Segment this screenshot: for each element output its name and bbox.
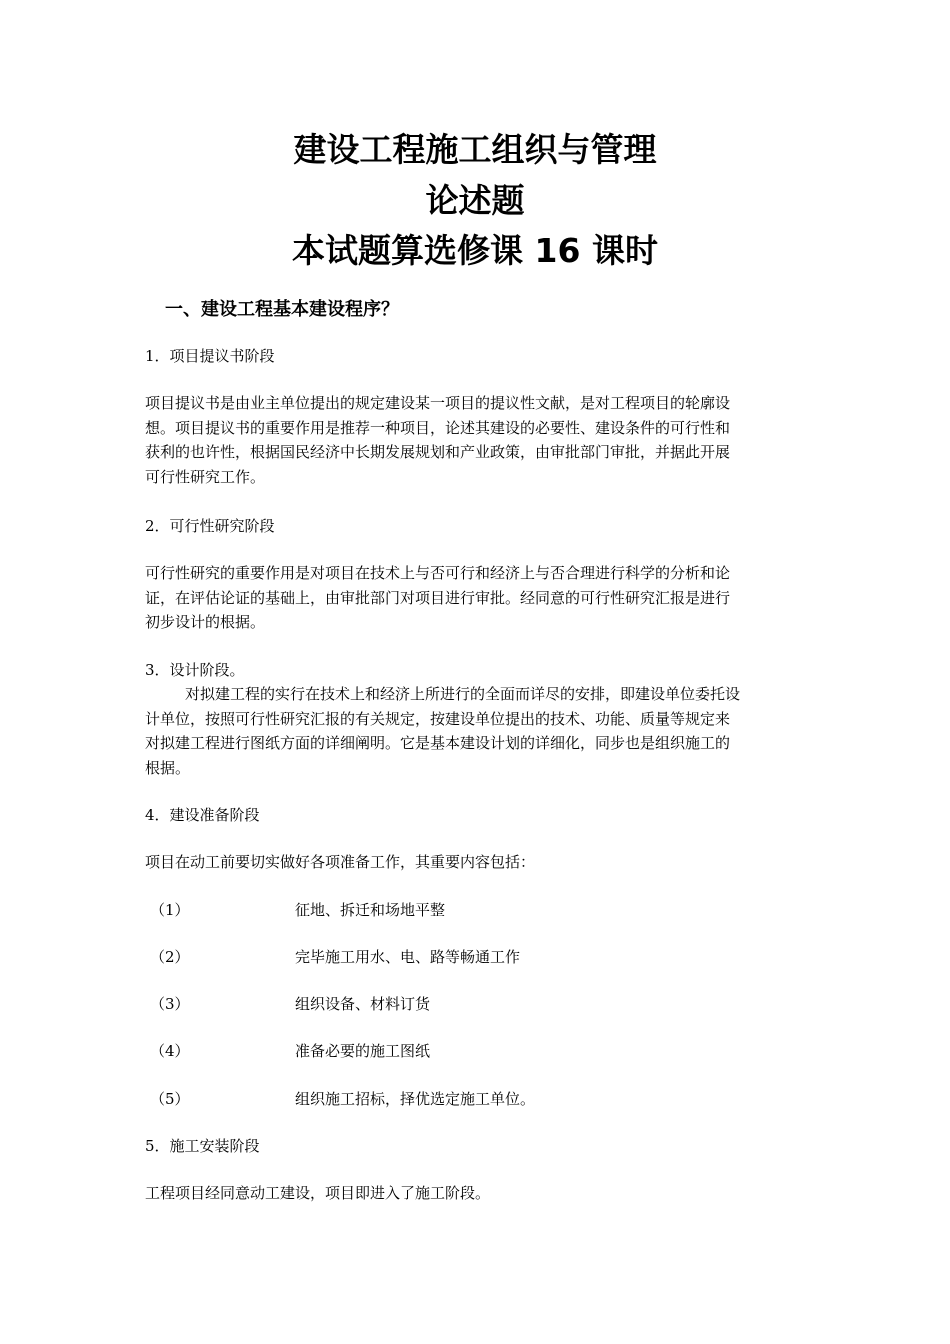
paragraph-line: 根据。 xyxy=(145,758,191,777)
paragraph-line: 项目提议书是由业主单位提出的规定建设某一项目的提议性文献，是对工程项目的轮廓设 xyxy=(145,394,731,412)
list-item-text: 组织设备、材料订货 xyxy=(295,995,431,1013)
list-item-text: 征地、拆迁和场地平整 xyxy=(295,901,446,919)
paragraph-line: 证，在评估论证的基础上，由审批部门对项目进行审批。经同意的可行性研究汇报是进行 xyxy=(145,588,731,607)
paragraph-line: 计单位，按照可行性研究汇报的有关规定，按建设单位提出的技术、功能、质量等规定来 xyxy=(145,709,731,728)
list-item-text: 准备必要的施工图纸 xyxy=(295,1042,431,1060)
list-item-number: （4） xyxy=(150,1042,190,1060)
list-item-text: 组织施工招标，择优选定施工单位。 xyxy=(295,1090,536,1108)
list-item-number: （1） xyxy=(150,901,190,919)
document-course-hours: 本试题算选修课 16 课时 xyxy=(292,231,658,270)
paragraph-line: 想。项目提议书的重要作用是推荐一种项目，论述其建设的必要性、建设条件的可行性和 xyxy=(145,418,731,437)
stage-3-paragraph xyxy=(145,682,810,780)
stage-4-intro: 项目在动工前要切实做好各项准备工作，其重要内容包括： xyxy=(145,853,536,871)
paragraph-line: 初步设计的根据。 xyxy=(145,613,266,631)
document-title: 建设工程施工组织与管理 xyxy=(293,130,657,169)
paragraph-line: 对拟建工程的实行在技术上和经济上所进行的全面而详尽的安排，即建设单位委托设 xyxy=(185,685,741,703)
stage-3-heading: 3．设计阶段。 xyxy=(145,661,245,679)
paragraph-line: 对拟建工程进行图纸方面的详细阐明。它是基本建设计划的详细化，同步也是组织施工的 xyxy=(145,734,731,752)
paragraph-line: 可行性研究的重要作用是对项目在技术上与否可行和经济上与否合理进行科学的分析和论 xyxy=(145,564,731,582)
stage-5-text: 工程项目经同意动工建设，项目即进入了施工阶段。 xyxy=(145,1184,491,1202)
list-item-number: （5） xyxy=(150,1090,190,1108)
stage-2-paragraph xyxy=(145,561,810,635)
stage-1-heading: 1．项目提议书阶段 xyxy=(145,347,275,365)
stage-4-heading: 4．建设准备阶段 xyxy=(145,806,260,824)
stage-2-heading: 2．可行性研究阶段 xyxy=(145,517,275,535)
stage-5-heading: 5．施工安装阶段 xyxy=(145,1137,260,1155)
paragraph-line: 获利的也许性，根据国民经济中长期发展规划和产业政策，由审批部门审批，并据此开展 xyxy=(145,443,731,461)
list-item-number: （2） xyxy=(150,948,190,966)
section-heading: 一、建设工程基本建设程序？ xyxy=(165,299,399,320)
list-item-text: 完毕施工用水、电、路等畅通工作 xyxy=(295,948,521,966)
document-subtitle: 论述题 xyxy=(425,181,525,220)
paragraph-line: 可行性研究工作。 xyxy=(145,467,266,486)
list-item-number: （3） xyxy=(150,995,190,1013)
stage-1-paragraph xyxy=(145,391,810,489)
